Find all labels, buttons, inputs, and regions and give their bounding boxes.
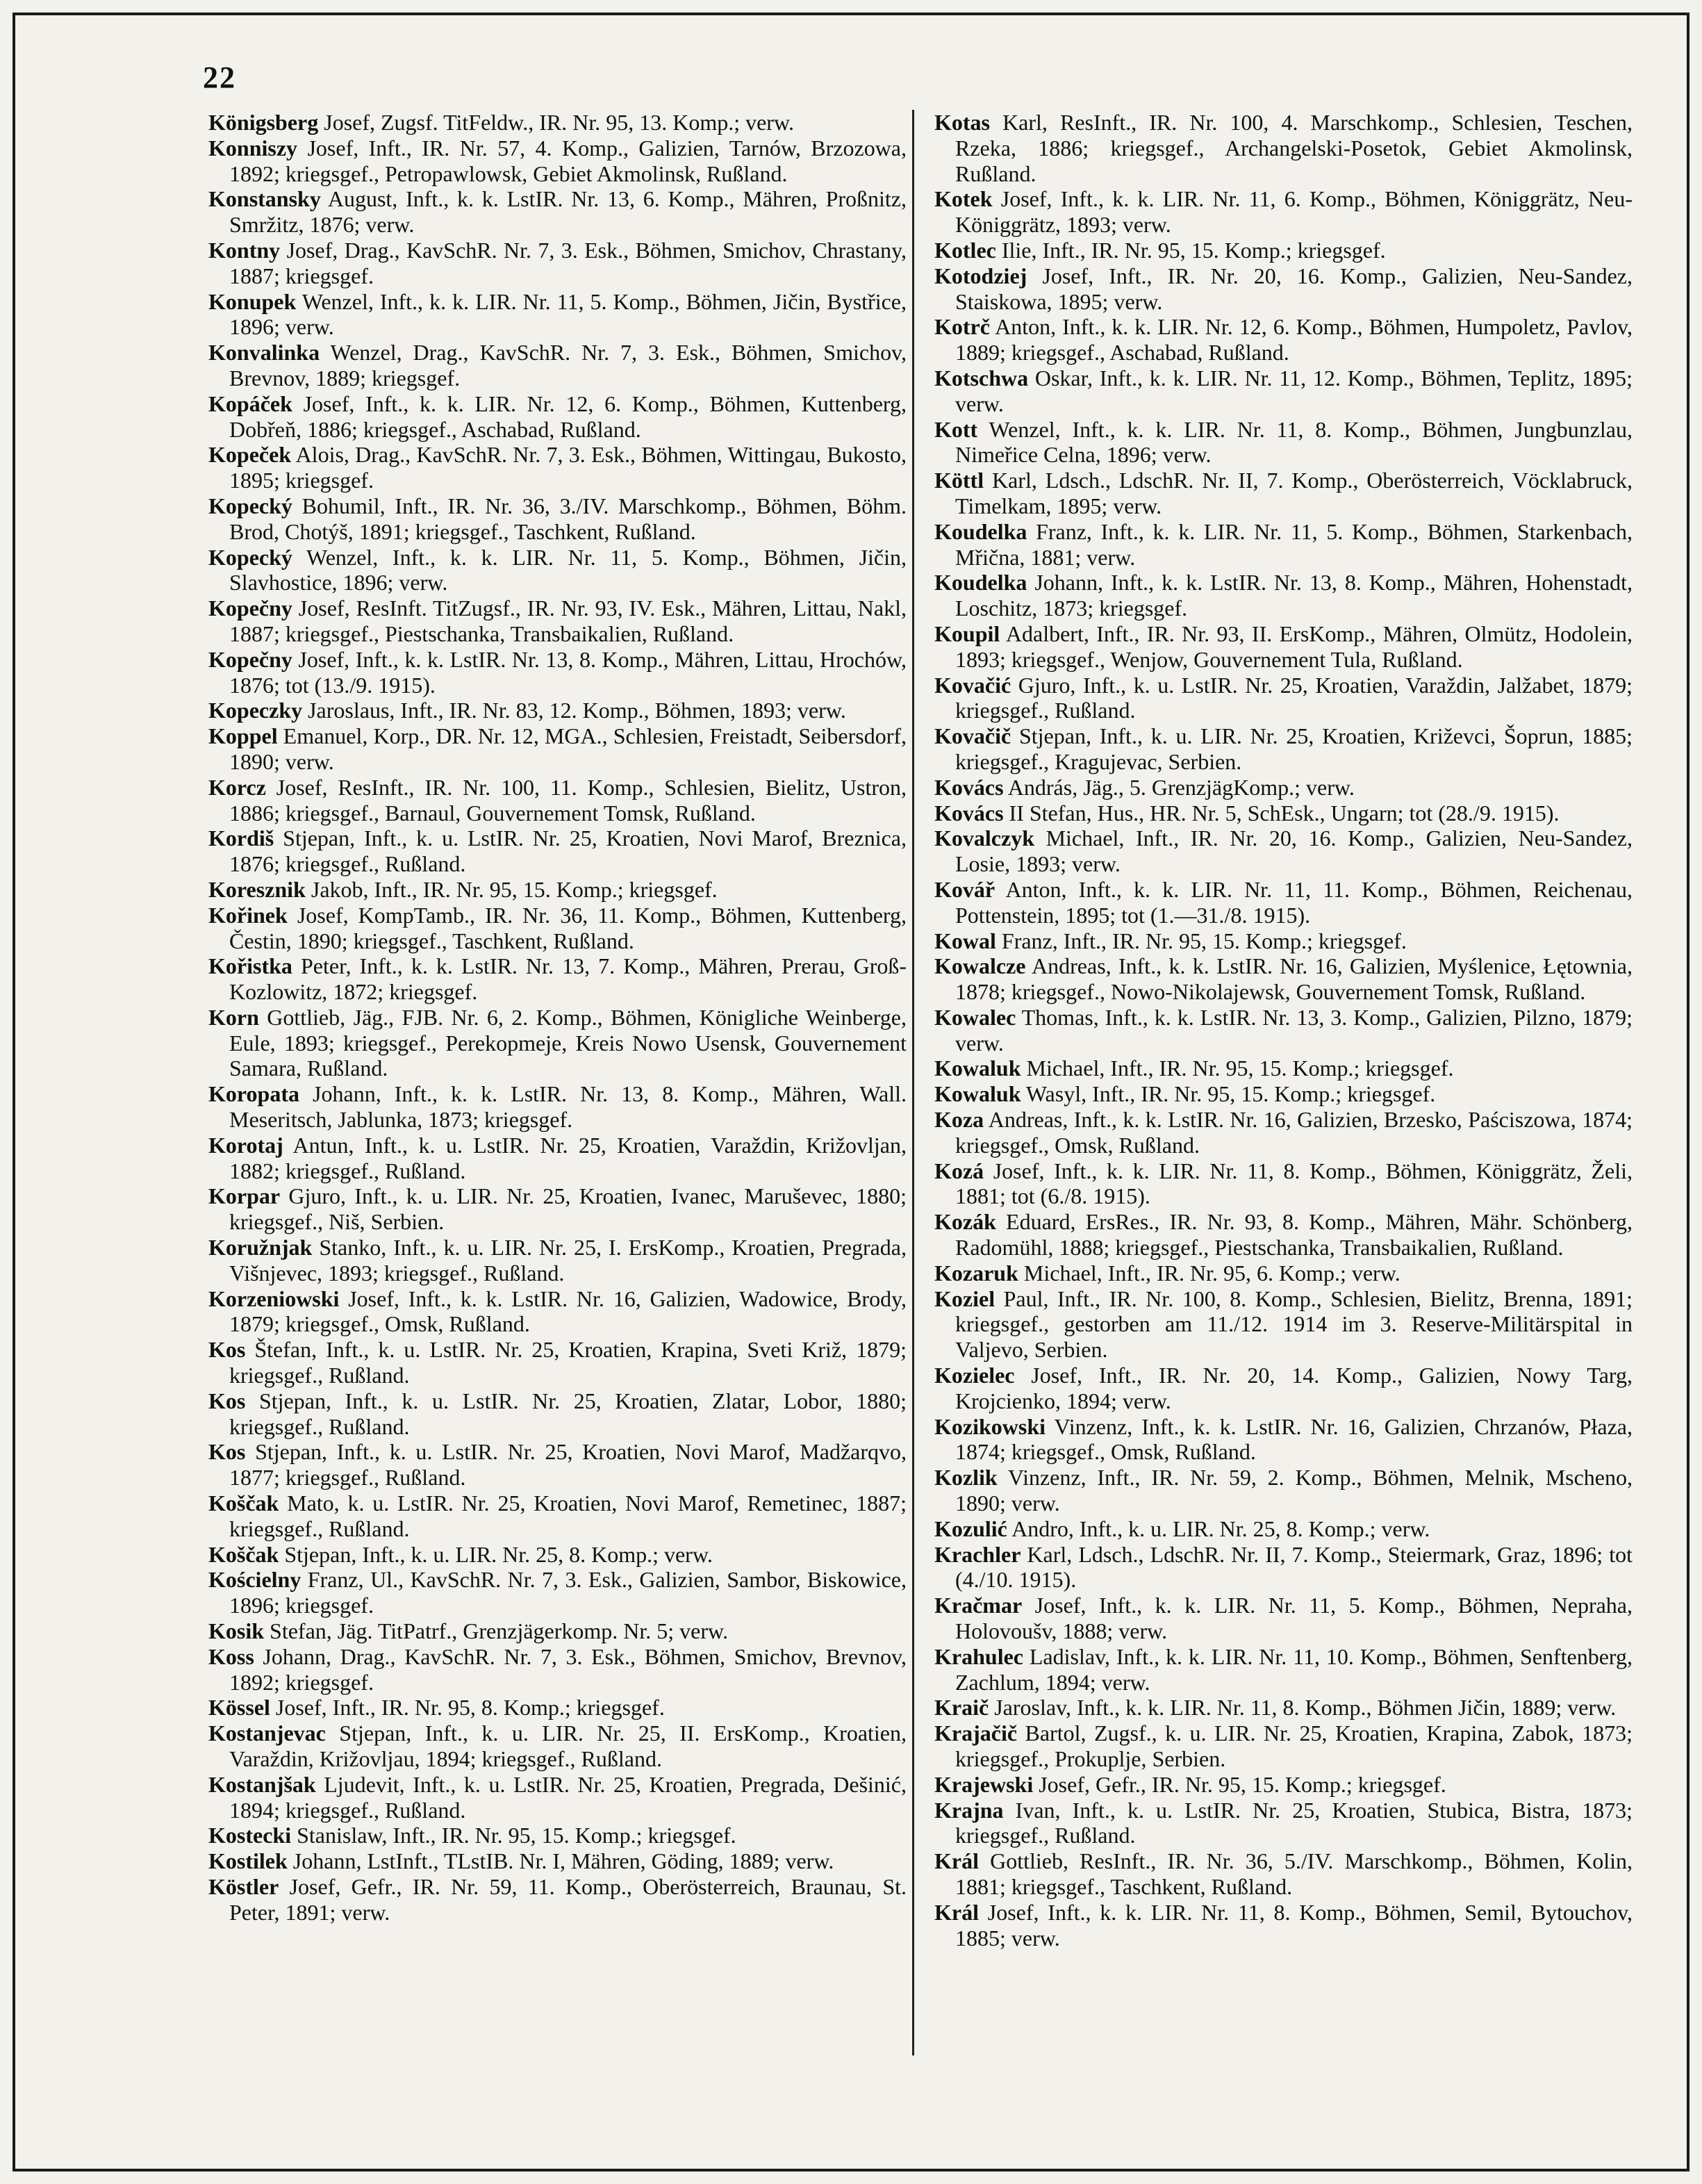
register-entry (208, 238, 907, 289)
entry-surname: Kontny (208, 237, 281, 263)
entry-surname: Koščak (208, 1541, 279, 1567)
entry-surname: Koresznik (208, 876, 306, 902)
register-entry (934, 366, 1633, 417)
entry-surname: Koupil (934, 621, 1000, 646)
register-entry (208, 1337, 907, 1388)
entry-surname: Kraič (934, 1695, 989, 1721)
entry-surname: Kopáček (208, 391, 292, 416)
entry-surname: Kovář (934, 876, 995, 902)
entry-surname: Kopečny (208, 596, 292, 621)
entry-details: Stjepan, Inft., k. u. LIR. Nr. 25, II. ErsKomp., Kroatien, Varaždin, Križovljau, 1894; kriegsgef., Rußland. (229, 1721, 907, 1771)
entry-details: Wasyl, Inft., IR. Nr. 95, 15. Komp.; kriegsgef. (1021, 1081, 1436, 1107)
register-entry (934, 1158, 1633, 1210)
register-entry (934, 800, 1633, 826)
register-entry (934, 1056, 1633, 1081)
entry-details: Mato, k. u. LstIR. Nr. 25, Kroatien, Novi Marof, Remetinec, 1887; kriegsgef., Rußland. (229, 1491, 907, 1541)
entry-details: Stjepan, Inft., k. u. LstIR. Nr. 25, Kroatien, Zlatar, Lobor, 1880; kriegsgef., Rußland. (229, 1388, 907, 1439)
register-entry (208, 1823, 907, 1848)
entry-details: Johann, Drag., KavSchR. Nr. 7, 3. Esk., Böhmen, Smichov, Brevnov, 1892; kriegsgef. (229, 1643, 907, 1695)
register-entry (208, 1081, 907, 1133)
register-entry (208, 647, 907, 698)
entry-details: Peter, Inft., k. k. LstIR. Nr. 13, 7. Komp., Mähren, Prerau, Groß-Kozlowitz, 1872; kriegsgef. (229, 953, 907, 1005)
register-entry (208, 186, 907, 238)
register-entry (208, 1542, 907, 1568)
entry-details: Josef, Inft., k. k. LIR. Nr. 12, 6. Komp., Böhmen, Kuttenberg, Dobřeň, 1886; kriegsgef., Aschabad, Rußland. (229, 391, 907, 442)
entry-details: Vinzenz, Inft., k. k. LstIR. Nr. 16, Galizien, Chrzanów, Płaza, 1874; kriegsgef., Omsk, Rußland. (955, 1413, 1633, 1465)
entry-details: Andreas, Inft., k. k. LstIR. Nr. 16, Galizien, Myślenice, Łętownia, 1878; kriegsgef., Nowo-Nikolajewsk, Gouvernement Tomsk, Rußland. (955, 953, 1633, 1005)
entry-surname: Korzeniowski (208, 1286, 340, 1311)
entry-surname: Kostanjevac (208, 1721, 326, 1746)
entry-surname: Kovács (934, 774, 1004, 800)
entry-surname: Kotschwa (934, 365, 1029, 391)
entry-details: Thomas, Inft., k. k. LstIR. Nr. 13, 3. Komp., Galizien, Pilzno, 1879; verw. (955, 1004, 1633, 1056)
entry-surname: Kovačič (934, 723, 1011, 749)
entry-surname: Krachler (934, 1541, 1021, 1567)
entry-details: Franz, Inft., k. k. LIR. Nr. 11, 5. Komp., Böhmen, Starkenbach, Mřična, 1881; verw. (955, 518, 1633, 570)
entry-details: II Stefan, Hus., HR. Nr. 5, SchEsk., Ungarn; tot (28./9. 1915). (1003, 800, 1560, 826)
column-divider (912, 110, 914, 2055)
entry-surname: Kovačić (934, 672, 1011, 698)
register-entry (208, 442, 907, 493)
entry-surname: Kowalcze (934, 953, 1026, 979)
entry-details: Oskar, Inft., k. k. LIR. Nr. 11, 12. Komp., Böhmen, Teplitz, 1895; verw. (955, 365, 1633, 416)
register-entry (208, 1772, 907, 1823)
register-entry (208, 1567, 907, 1618)
entry-surname: Krajewski (934, 1771, 1034, 1797)
register-entry (208, 340, 907, 391)
entry-surname: Kozák (934, 1209, 996, 1235)
entry-surname: Kopecký (208, 493, 292, 518)
entry-surname: Kozlik (934, 1465, 998, 1491)
entry-surname: Kovalczyk (934, 826, 1034, 851)
right-column (934, 110, 1633, 1951)
register-entry (934, 238, 1633, 263)
entry-surname: Köttl (934, 468, 984, 493)
entry-details: Anton, Inft., k. k. LIR. Nr. 12, 6. Komp., Böhmen, Humpoletz, Pavlov, 1889; kriegsgef., Aschabad, Rußland. (955, 314, 1633, 366)
entry-details: Stefan, Jäg. TitPatrf., Grenzjägerkomp. Nr. 5; verw. (264, 1618, 729, 1644)
entry-surname: Kopecký (208, 544, 292, 570)
register-entry (934, 468, 1633, 519)
entry-surname: Koppel (208, 723, 278, 749)
register-entry (208, 1491, 907, 1542)
entry-details: Andreas, Inft., k. k. LstIR. Nr. 16, Galizien, Brzesko, Paściszowa, 1874; kriegsgef., Omsk, Rußland. (955, 1107, 1633, 1158)
register-entry (934, 1772, 1633, 1798)
entry-surname: Kopeček (208, 442, 292, 468)
entry-surname: Konniszy (208, 135, 298, 161)
entry-surname: Kostanjšak (208, 1771, 316, 1797)
register-entry (934, 1900, 1633, 1951)
entry-details: Josef, Inft., k. k. LstIR. Nr. 16, Galizien, Wadowice, Brody, 1879; kriegsgef., Omsk, Rußland. (229, 1286, 907, 1337)
entry-surname: Kračmar (934, 1593, 1023, 1618)
entry-details: Wenzel, Drag., KavSchR. Nr. 7, 3. Esk., Böhmen, Smichov, Brevnov, 1889; kriegsgef. (229, 340, 907, 391)
entry-details: Josef, Inft., IR. Nr. 20, 16. Komp., Galizien, Neu-Sandez, Staiskowa, 1895; verw. (955, 263, 1633, 314)
entry-surname: Königsberg (208, 110, 319, 135)
register-entry (208, 1644, 907, 1696)
register-entry (208, 903, 907, 954)
entry-details: Bartol, Zugsf., k. u. LIR. Nr. 25, Kroatien, Krapina, Zabok, 1873; kriegsgef., Prokuplje, Serbien. (955, 1721, 1633, 1771)
register-entry (208, 545, 907, 596)
entry-details: Karl, Ldsch., LdschR. Nr. II, 7. Komp., Steiermark, Graz, 1896; tot (4./10. 1915). (955, 1541, 1633, 1593)
entry-surname: Kotek (934, 186, 993, 212)
entry-surname: Kozulić (934, 1516, 1007, 1541)
register-entry (934, 1286, 1633, 1363)
entry-surname: Kos (208, 1439, 246, 1465)
entry-surname: Kozielec (934, 1363, 1015, 1388)
entry-details: Vinzenz, Inft., IR. Nr. 59, 2. Komp., Böhmen, Melnik, Mscheno, 1890; verw. (955, 1465, 1633, 1516)
entry-details: Andro, Inft., k. u. LIR. Nr. 25, 8. Komp.; verw. (1007, 1516, 1430, 1541)
entry-details: Michael, Inft., IR. Nr. 20, 16. Komp., Galizien, Neu-Sandez, Losie, 1893; verw. (955, 826, 1633, 877)
entry-details: Josef, Gefr., IR. Nr. 59, 11. Komp., Oberösterreich, Braunau, St. Peter, 1891; verw. (229, 1873, 907, 1925)
entry-details: Gottlieb, Jäg., FJB. Nr. 6, 2. Komp., Böhmen, Königliche Weinberge, Eule, 1893; kriegsgef., Perekopmeje, Kreis Nowo Usensk, Gouvernement Samara, Rußland. (229, 1004, 907, 1081)
entry-details: Stjepan, Inft., k. u. LstIR. Nr. 25, Kroatien, Novi Marof, Breznica, 1876; kriegsgef., Rußland. (229, 826, 907, 877)
register-entry (208, 723, 907, 775)
entry-surname: Koudelka (934, 518, 1027, 544)
register-entry (208, 110, 907, 136)
entry-details: Alois, Drag., KavSchR. Nr. 7, 3. Esk., Böhmen, Wittingau, Bukosto, 1895; kriegsgef. (229, 442, 907, 493)
entry-details: Johann, Inft., k. k. LstIR. Nr. 13, 8. Komp., Mähren, Wall. Meseritsch, Jablunka, 1873; kriegsgef. (229, 1081, 907, 1133)
entry-details: August, Inft., k. k. LstIR. Nr. 13, 6. Komp., Mähren, Proßnitz, Smržitz, 1876; verw. (229, 186, 907, 238)
entry-surname: Kotrč (934, 314, 990, 340)
register-entry (934, 1081, 1633, 1107)
entry-details: Stjepan, Inft., k. u. LIR. Nr. 25, 8. Komp.; verw. (279, 1541, 713, 1567)
register-entry (208, 1848, 907, 1874)
entry-surname: Král (934, 1848, 979, 1874)
register-entry (208, 1005, 907, 1081)
entry-details: Anton, Inft., k. k. LIR. Nr. 11, 11. Komp., Böhmen, Reichenau, Pottenstein, 1895; tot (1.—31./8. 1915). (955, 876, 1633, 928)
entry-details: Stanko, Inft., k. u. LIR. Nr. 25, I. ErsKomp., Kroatien, Pregrada, Višnjevec, 1893; kriegsgef., Rußland. (229, 1235, 907, 1286)
register-entry (934, 928, 1633, 954)
entry-details: Gjuro, Inft., k. u. LIR. Nr. 25, Kroatien, Ivanec, Maruševec, 1880; kriegsgef., Niš, Serbien. (229, 1183, 907, 1235)
entry-details: Ilie, Inft., IR. Nr. 95, 15. Komp.; kriegsgef. (995, 237, 1386, 263)
register-entry (934, 1593, 1633, 1644)
entry-surname: Kos (208, 1388, 246, 1413)
entry-details: Ladislav, Inft., k. k. LIR. Nr. 11, 10. Komp., Böhmen, Senftenberg, Zachlum, 1894; verw. (955, 1643, 1633, 1695)
entry-surname: Kořistka (208, 953, 292, 979)
entry-surname: Kozaruk (934, 1260, 1018, 1286)
entry-surname: Korcz (208, 774, 266, 800)
register-entry (934, 1721, 1633, 1772)
entry-surname: Korpar (208, 1183, 281, 1209)
entry-details: Eduard, ErsRes., IR. Nr. 93, 8. Komp., Mähren, Mähr. Schönberg, Radomühl, 1888; kriegsgef., Piestschanka, Transbaikalien, Rußland. (955, 1209, 1633, 1261)
left-column (208, 110, 907, 1926)
register-entry (208, 1133, 907, 1184)
register-entry (934, 1107, 1633, 1158)
register-entry (934, 1516, 1633, 1542)
entry-details: Emanuel, Korp., DR. Nr. 12, MGA., Schlesien, Freistadt, Seibersdorf, 1890; verw. (229, 723, 907, 774)
entry-surname: Koružnjak (208, 1235, 313, 1261)
register-entry (934, 1363, 1633, 1414)
register-entry (934, 953, 1633, 1005)
entry-details: Štefan, Inft., k. u. LstIR. Nr. 25, Kroatien, Krapina, Sveti Križ, 1879; kriegsgef., Rußland. (229, 1337, 907, 1388)
page-number: 22 (203, 60, 236, 95)
entry-surname: Kozikowski (934, 1413, 1046, 1439)
entry-surname: Kościelny (208, 1567, 301, 1593)
register-entry (208, 953, 907, 1005)
entry-surname: Krajna (934, 1797, 1004, 1823)
register-entry (934, 263, 1633, 315)
entry-surname: Krajačič (934, 1721, 1018, 1746)
entry-surname: Kordiš (208, 826, 274, 851)
entry-details: Wenzel, Inft., k. k. LIR. Nr. 11, 8. Komp., Böhmen, Jungbunzlau, Nimeřice Celna, 1896; verw. (955, 416, 1633, 468)
register-entry (934, 877, 1633, 928)
entry-details: Josef, Drag., KavSchR. Nr. 7, 3. Esk., Böhmen, Smichov, Chrastany, 1887; kriegsgef. (229, 237, 907, 288)
register-entry (934, 826, 1633, 877)
entry-surname: Konstansky (208, 186, 321, 212)
register-entry (208, 391, 907, 443)
register-entry (934, 775, 1633, 800)
entry-details: Johann, Inft., k. k. LstIR. Nr. 13, 8. Komp., Mähren, Hohenstadt, Loschitz, 1873; kriegsgef. (955, 570, 1633, 621)
register-entry (208, 698, 907, 723)
entry-details: Wenzel, Inft., k. k. LIR. Nr. 11, 5. Komp., Böhmen, Jičin, Bystřice, 1896; verw. (229, 288, 907, 340)
register-entry (208, 289, 907, 340)
register-entry (934, 314, 1633, 366)
entry-surname: Koropata (208, 1081, 299, 1107)
entry-surname: Kopečny (208, 646, 292, 672)
entry-surname: Koziel (934, 1286, 995, 1311)
entry-details: Josef, ResInft., IR. Nr. 100, 11. Komp., Schlesien, Bielitz, Ustron, 1886; kriegsgef., Barnaul, Gouvernement Tomsk, Rußland. (229, 774, 907, 826)
register-entry (934, 1209, 1633, 1261)
register-entry (208, 1183, 907, 1235)
entry-surname: Kosik (208, 1618, 265, 1644)
register-entry (208, 1618, 907, 1644)
entry-details: Josef, Inft., IR. Nr. 95, 8. Komp.; kriegsgef. (270, 1695, 665, 1721)
entry-surname: Kos (208, 1337, 246, 1363)
register-entry (208, 775, 907, 826)
entry-details: Josef, Inft., k. k. LIR. Nr. 11, 5. Komp., Böhmen, Nepraha, Holovoušv, 1888; verw. (955, 1593, 1633, 1644)
entry-details: Stjepan, Inft., k. u. LIR. Nr. 25, Kroatien, Križevci, Šoprun, 1885; kriegsgef., Kragujevac, Serbien. (955, 723, 1633, 774)
entry-details: Jakob, Inft., IR. Nr. 95, 15. Komp.; kriegsgef. (305, 876, 718, 902)
entry-surname: Kowalec (934, 1004, 1016, 1030)
register-entry (934, 417, 1633, 468)
register-entry (934, 673, 1633, 724)
entry-surname: Kostecki (208, 1823, 292, 1848)
entry-surname: Korotaj (208, 1132, 283, 1158)
entry-surname: Kotas (934, 110, 990, 135)
entry-surname: Krahulec (934, 1643, 1023, 1669)
entry-details: Josef, Inft., k. k. LstIR. Nr. 13, 8. Komp., Mähren, Littau, Hrochów, 1876; tot (13./9. 1915). (229, 646, 907, 698)
register-entry (208, 877, 907, 903)
entry-details: Franz, Inft., IR. Nr. 95, 15. Komp.; kriegsgef. (995, 928, 1407, 953)
entry-details: Franz, Ul., KavSchR. Nr. 7, 3. Esk., Galizien, Sambor, Biskowice, 1896; kriegsgef. (229, 1567, 907, 1618)
entry-surname: Kovács (934, 800, 1004, 826)
entry-details: Johann, LstInft., TLstIB. Nr. I, Mähren, Göding, 1889; verw. (287, 1848, 834, 1874)
entry-details: Josef, Inft., IR. Nr. 57, 4. Komp., Galizien, Tarnów, Brzozowa, 1892; kriegsgef., Petropawlowsk, Gebiet Akmolinsk, Rußland. (229, 135, 907, 186)
entry-surname: Korn (208, 1004, 259, 1030)
entry-details: Gottlieb, ResInft., IR. Nr. 36, 5./IV. Marschkomp., Böhmen, Kolin, 1881; kriegsgef., Taschkent, Rußland. (955, 1848, 1633, 1899)
entry-surname: Král (934, 1899, 979, 1925)
register-entry (934, 1414, 1633, 1465)
register-entry (208, 1286, 907, 1338)
register-entry (208, 1721, 907, 1772)
register-entry (934, 1848, 1633, 1900)
entry-details: Jaroslav, Inft., k. k. LIR. Nr. 11, 8. Komp., Böhmen Jičin, 1889; verw. (989, 1695, 1617, 1721)
entry-surname: Koss (208, 1643, 254, 1669)
register-entry (934, 110, 1633, 186)
register-entry (934, 1798, 1633, 1849)
entry-surname: Kössel (208, 1695, 270, 1721)
register-entry (934, 1695, 1633, 1721)
register-entry (934, 1542, 1633, 1593)
entry-details: Josef, Inft., IR. Nr. 20, 14. Komp., Galizien, Nowy Targ, Krojcienko, 1894; verw. (955, 1363, 1633, 1413)
register-entry (934, 621, 1633, 673)
register-entry (208, 1388, 907, 1440)
entry-surname: Kott (934, 416, 978, 442)
entry-details: Josef, Inft., k. k. LIR. Nr. 11, 8. Komp., Böhmen, Königgrätz, Želi, 1881; tot (6./8. 1915). (955, 1158, 1633, 1209)
register-entry (934, 1005, 1633, 1056)
entry-surname: Koudelka (934, 570, 1027, 596)
register-entry (934, 519, 1633, 570)
entry-details: Paul, Inft., IR. Nr. 100, 8. Komp., Schlesien, Bielitz, Brenna, 1891; kriegsgef., gestorben am 11./12. 1914 im 3. Reserve-Militärspital in Valjevo, Serbien. (955, 1286, 1633, 1363)
register-entry (208, 1874, 907, 1926)
entry-details: Karl, Ldsch., LdschR. Nr. II, 7. Komp., Oberösterreich, Vöcklabruck, Timelkam, 1895; verw. (955, 468, 1633, 518)
register-entry (208, 1235, 907, 1286)
entry-details: Michael, Inft., IR. Nr. 95, 15. Komp.; kriegsgef. (1021, 1056, 1454, 1081)
entry-details: Josef, ResInft. TitZugsf., IR. Nr. 93, IV. Esk., Mähren, Littau, Nakl, 1887; kriegsgef., Piestschanka, Transbaikalien, Rußland. (229, 596, 907, 646)
entry-details: Gjuro, Inft., k. u. LstIR. Nr. 25, Kroatien, Varaždin, Jalžabet, 1879; kriegsgef., Rußland. (955, 672, 1633, 723)
register-entry (934, 1261, 1633, 1286)
entry-details: Ivan, Inft., k. u. LstIR. Nr. 25, Kroatien, Stubica, Bistra, 1873; kriegsgef., Rußland. (955, 1797, 1633, 1848)
entry-surname: Kostilek (208, 1848, 288, 1874)
register-entry (934, 570, 1633, 621)
register-entry (208, 136, 907, 187)
entry-details: Antun, Inft., k. u. LstIR. Nr. 25, Kroatien, Varaždin, Križovljan, 1882; kriegsgef., Rußland. (229, 1132, 907, 1183)
entry-surname: Kotlec (934, 237, 996, 263)
entry-details: Stjepan, Inft., k. u. LstIR. Nr. 25, Kroatien, Novi Marof, Madžarqvo, 1877; kriegsgef., Rußland. (229, 1439, 907, 1491)
entry-surname: Kozá (934, 1158, 984, 1183)
entry-surname: Köstler (208, 1873, 279, 1899)
entry-surname: Koščak (208, 1491, 279, 1516)
register-entry (934, 186, 1633, 238)
entry-details: Josef, Gefr., IR. Nr. 95, 15. Komp.; kriegsgef. (1033, 1771, 1446, 1797)
entry-details: Adalbert, Inft., IR. Nr. 93, II. ErsKomp., Mähren, Olmütz, Hodolein, 1893; kriegsgef., Wenjow, Gouvernement Tula, Rußland. (955, 621, 1633, 672)
entry-details: Josef, Inft., k. k. LIR. Nr. 11, 6. Komp., Böhmen, Königgrätz, Neu-Königgrätz, 1893; verw. (955, 186, 1633, 238)
entry-surname: Kopeczky (208, 698, 303, 723)
entry-details: András, Jäg., 5. GrenzjägKomp.; verw. (1003, 774, 1355, 800)
register-entry (208, 1695, 907, 1721)
register-entry (208, 596, 907, 647)
entry-surname: Konvalinka (208, 340, 320, 366)
register-entry (208, 493, 907, 545)
entry-surname: Kowaluk (934, 1081, 1021, 1107)
register-entry (934, 1465, 1633, 1516)
entry-details: Karl, ResInft., IR. Nr. 100, 4. Marschkomp., Schlesien, Teschen, Rzeka, 1886; kriegsgef., Archangelski-Posetok, Gebiet Akmolinsk, Rußland. (955, 110, 1633, 186)
entry-details: Josef, KompTamb., IR. Nr. 36, 11. Komp., Böhmen, Kuttenberg, Čestin, 1890; kriegsgef., Taschkent, Rußland. (229, 902, 907, 953)
entry-details: Jaroslaus, Inft., IR. Nr. 83, 12. Komp., Böhmen, 1893; verw. (302, 698, 846, 723)
register-entry (208, 826, 907, 877)
entry-surname: Koza (934, 1107, 984, 1133)
entry-surname: Kowaluk (934, 1056, 1021, 1081)
entry-surname: Kowal (934, 928, 996, 953)
entry-surname: Kotodziej (934, 263, 1027, 288)
entry-surname: Kořinek (208, 902, 288, 928)
register-entry (934, 1644, 1633, 1696)
register-entry (934, 723, 1633, 775)
entry-surname: Konupek (208, 288, 297, 314)
entry-details: Josef, Zugsf. TitFeldw., IR. Nr. 95, 13. Komp.; verw. (318, 110, 794, 135)
entry-details: Ljudevit, Inft., k. u. LstIR. Nr. 25, Kroatien, Pregrada, Dešinić, 1894; kriegsgef., Rußland. (229, 1771, 907, 1823)
entry-details: Wenzel, Inft., k. k. LIR. Nr. 11, 5. Komp., Böhmen, Jičin, Slavhostice, 1896; verw. (229, 544, 907, 596)
entry-details: Stanislaw, Inft., IR. Nr. 95, 15. Komp.; kriegsgef. (291, 1823, 736, 1848)
register-entry (208, 1439, 907, 1491)
entry-details: Josef, Inft., k. k. LIR. Nr. 11, 8. Komp., Böhmen, Semil, Bytouchov, 1885; verw. (955, 1899, 1633, 1951)
entry-details: Bohumil, Inft., IR. Nr. 36, 3./IV. Marschkomp., Böhmen, Böhm. Brod, Chotýš, 1891; kriegsgef., Taschkent, Rußland. (229, 493, 907, 544)
entry-details: Michael, Inft., IR. Nr. 95, 6. Komp.; verw. (1018, 1260, 1401, 1286)
